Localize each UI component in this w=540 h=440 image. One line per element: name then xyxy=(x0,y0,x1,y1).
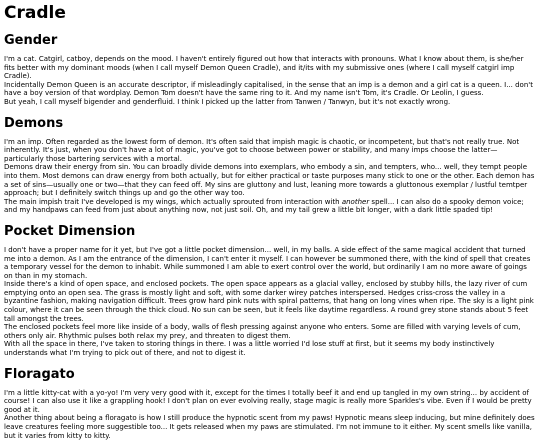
pocket-paragraph-1: I don't have a proper name for it yet, but I've got a little pocket dimension... well, in my balls. A side effect of the same magical accident that turned me into a demon. As I am the entrance of the dimension, I can't enter it myself. I can however be summoned there, with the kind of spell that creates a temporary vessel for the demon to inhabit. While summoned I am able to exert control over the world, but ordinarily I am no more aware of goings on than in my stomach. Inside there's a kind of open space, and enclosed pockets. The open space appears as a glacial valley, enclosed by stubby hills, the lazy river of cum emptying onto an open sea. The grass is mostly light and soft, with some darker wirey patches interspersed. Hedges criss-cross the valley in a byzantine fashion, making navigation difficult. Trees grow hard pink nuts with spiral patterns, that hang on long vines when ripe. The sky is a light pink colour, where it can be seen through the thick cloud. No sun can be seen, but it feels like daytime regardless. A round grey stone stands about 5 feet tall amongst the trees. The enclosed pockets feel more like inside of a body, walls of flesh pressing against anyone who enters. Some are filled with varying levels of cum, others only air. Rhythmic pulses both relax my prey, and threaten to digest them. With all the space in there, I've taken to storing things in there. I was a little worried I'd lose stuff at first, but it seems my body instinctively understands what I'm trying to pick out of there, and not to digest it. xyxy=(4,245,534,358)
demons-paragraph-2: Demons draw their energy from sin. You can broadly divide demons into exemplars, who embody a sin, and tempters, who... well, they tempt people into them. Most demons can draw energy from both actually, but for either practical or taste purposes many stick to one or the other. Each demon has a set of sins—usually one or two—that they can feed off. My sins are gluttony and lust, leaning more towards a gluttonous exemplar / lustful temtper approach; but I definitely switch things up and go the other way too. xyxy=(4,163,535,198)
section-pocket-dimension xyxy=(4,223,536,358)
section-heading-floragato: Floragato xyxy=(4,366,75,382)
section-heading-demons: Demons xyxy=(4,115,64,131)
section-floragato xyxy=(4,366,536,440)
section-heading-pocket-dimension: Pocket Dimension xyxy=(4,223,136,239)
demons-paragraph-3: The main impish trait I've developed is my wings, which actually sprouted from interaction with another spell... I can also do a spooky demon voice; and my handpaws can feed from just about anything now, not just soil. Oh, and my tail grew a little bit longer, with a dark little spaded tip! xyxy=(4,197,524,215)
gender-paragraph-3: But yeah, I call myself bigender and genderfluid. I think I picked up the latter from Tanwen / Tanwyn, but it's not exactly wrong. xyxy=(4,97,451,106)
section-heading-gender: Gender xyxy=(4,33,58,48)
pocket-paragraph-3: The enclosed pockets feel more like inside of a body, walls of flesh pressing against anyone who enters. Some are filled with varying levels of cum, others only air. Rhythmic pulses both relax my prey, and threaten to digest them. xyxy=(4,323,521,340)
floragato-paragraph-1: I'm a little kitty-cat with a yo-yo! I'm very very good with it, except for the times I totally beef it and end up tangled in my own string... by accident of course! I can also use it like a grappling hook! I don't plan on ever evolving really, stage magic is really more Sparkles's vibe. Even if I would be pretty good at it. Another thing about being a floragato is how I still produce the hypnotic scent from my paws! Hypnotic means sleep inducing, but mine definitely does leave creatures feeling more suggestible too... It gets released when my paws are stimulated. I'm not immune to it either. My scent smells like vanilla, but it varies from kitty to kitty. xyxy=(4,388,535,440)
section-demons xyxy=(4,115,536,215)
floragato-paragraph-2: Another thing about being a floragato is how I still produce the hypnotic scent from my paws! Hypnotic means sleep inducing, but mine definitely does leave creatures feeling more suggestible too... It gets released when my paws are stimulated. I'm not immune to it either. My scent smells like vanilla, but it varies from kitty to kitty. xyxy=(4,414,535,440)
page-title: Cradle xyxy=(4,3,66,23)
demons-paragraph-1: I'm an imp. Often regarded as the lowest form of demon. It's often said that impish magic is chaotic, or incompetent, but that's not really true. Not inherently. It's just, when you don't have a lot of magic, you've got to choose between power or stability, and many imps choose the latter—particularly those bartering services with a mortal. Demons draw their energy from sin. You can broadly divide demons into exemplars, who embody a sin, and tempters, who... well, they tempt people into them. Most demons can draw energy from both actually, but for either practical or taste purposes many stick to one or the other. Each demon has a set of sins—usually one or two—that they can feed off. My sins are gluttony and lust, leaning more towards a gluttonous exemplar / lustful temtper approach; but I definitely switch things up and go the other way too. The main impish trait I've developed is my wings, which actually sprouted from interaction with another spell... I can also do a spooky demon voice; and my handpaws can feed from just about anything now, not just soil. Oh, and my tail grew a little bit longer, with a dark little spaded tip! xyxy=(4,137,535,215)
section-gender xyxy=(4,32,536,107)
gender-paragraph-2: Incidentally Demon Queen is an accurate descriptor, if misleadingly capitalised, in the sense that an imp is a demon and a girl cat is a queen. I... don't have a boy version of that wordplay. Demon Tom doesn't have the same ring to it. And my name isn't Tom, it's Cradle. Or Leolin, I guess. xyxy=(4,80,533,98)
pocket-paragraph-4: With all the space in there, I've taken to storing things in there. I was a little worried I'd lose stuff at first, but it seems my body instinctively understands what I'm trying to pick out of there, and not to digest it. xyxy=(4,340,495,358)
pocket-paragraph-2: Inside there's a kind of open space, and enclosed pockets. The open space appears as a glacial valley, enclosed by stubby hills, the lazy river of cum emptying onto an open sea. The grass is mostly light and soft, with some darker wirey patches interspersed. Hedges criss-cross the valley in a byzantine fashion, making navigation difficult. Trees grow hard pink nuts with spiral patterns, that hang on long vines when ripe. The sky is a light pink colour, where it can be seen through the thick cloud. No sun can be seen, but it feels like daytime regardless. A round grey stone stands about 5 feet tall amongst the trees. xyxy=(4,280,534,323)
gender-paragraph-1: I'm a cat. Catgirl, catboy, depends on the mood. I haven't entirely figured out how that interacts with pronouns. What I know about them, is she/her fits better with my dominant moods (when I call myself Demon Queen Cradle), and it/its with my submissive ones (where I call myself catgirl imp Cradle). Incidentally Demon Queen is an accurate descriptor, if misleadingly capitalised, in the sense that an imp is a demon and a girl cat is a queen. I... don't have a boy version of that wordplay. Demon Tom doesn't have the same ring to it. And my name isn't Tom, it's Cradle. Or Leolin, I guess. But yeah, I call myself bigender and genderfluid. I think I picked up the latter from Tanwen / Tanwyn, but it's not exactly wrong. xyxy=(4,55,533,106)
